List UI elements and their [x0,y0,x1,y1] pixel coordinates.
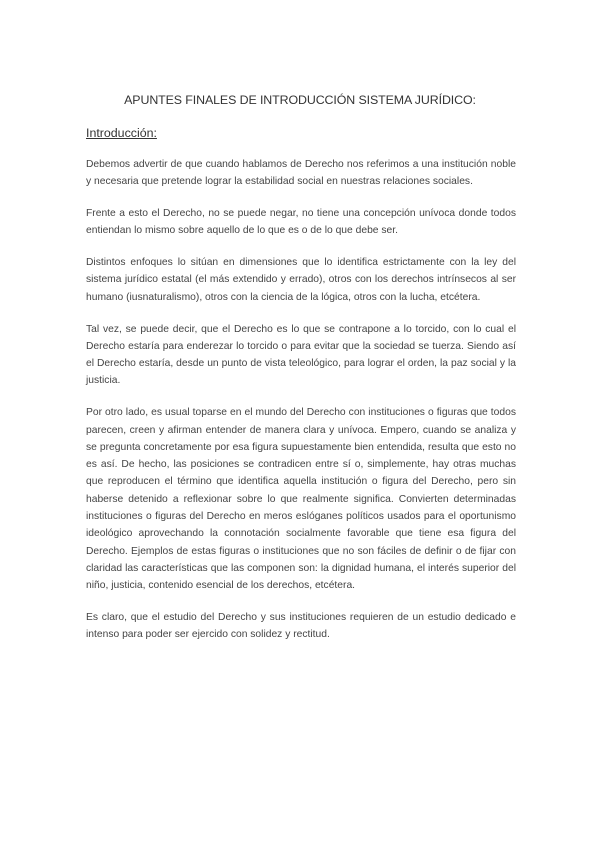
paragraph-4: Tal vez, se puede decir, que el Derecho es lo que se contrapone a lo torcido, con lo cual el Derecho estaría para enderezar lo torcido o para evitar que la sociedad se tuerza. Siendo así el Derecho estaría, desde un punto de vista teleológico, para lograr el orden, la paz social y la justicia. [86,323,516,387]
paragraph-5: Por otro lado, es usual toparse en el mundo del Derecho con instituciones o figuras que todos parecen, creen y afirman entender de manera clara y unívoca. Empero, cuando se analiza y se pregunta concretamente por esa figura supuestamente bien entendida, resulta que esto no es así. De hecho, las posiciones se contradicen entre sí o, simplemente, hay otras muchas que reproducen el término que identifica aquella institución o figura del Derecho, pero sin haberse detenido a reflexionar sobre lo que realmente significa. Convierten determinadas instituciones o figuras del Derecho en meros eslóganes políticos usados para el oportunismo ideológico aprovechando la connotación socialmente favorable que tiene esa figura del Derecho. Ejemplos de estas figuras o instituciones que no son fáciles de definir o de fijar con claridad las características que las componen son: la dignidad humana, el interés superior del niño, justicia, contenido esencial de los derechos, etcétera. [86,407,516,592]
document-body [86,156,516,658]
document-title: APUNTES FINALES DE INTRODUCCIÓN SISTEMA JURÍDICO: [124,93,476,107]
section-heading-introduccion: Introducción: [86,126,157,140]
paragraph-6: Es claro, que el estudio del Derecho y sus instituciones requieren de un estudio dedicado e intenso para poder ser ejercido con solidez y rectitud. [86,612,516,641]
paragraph-3: Distintos enfoques lo sitúan en dimensiones que lo identifica estrictamente con la ley del sistema jurídico estatal (el más extendido y errado), otros con los derechos intrínsecos al ser humano (iusnaturalismo), otros con la ciencia de la lógica, otros con la lucha, etcétera. [86,257,516,303]
paragraph-1: Debemos advertir de que cuando hablamos de Derecho nos referimos a una institución noble y necesaria que pretende lograr la estabilidad social en nuestras relaciones sociales. [86,159,516,188]
paragraph-2: Frente a esto el Derecho, no se puede negar, no tiene una concepción unívoca donde todos entiendan lo mismo sobre aquello de lo que es o de lo que debe ser. [86,208,516,237]
